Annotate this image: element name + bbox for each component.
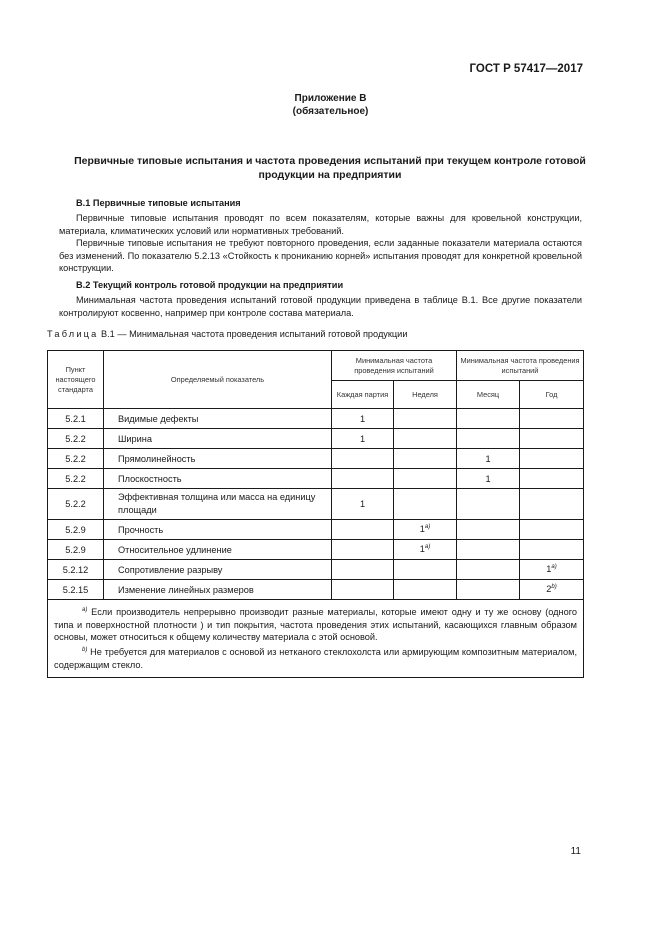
cell-name: Видимые дефекты xyxy=(104,409,332,429)
cell-name: Ширина xyxy=(104,429,332,449)
table-caption-text: В.1 — Минимальная частота проведения испытаний готовой продукции xyxy=(98,329,408,339)
header-week: Неделя xyxy=(394,381,457,409)
cell-batch: 1 xyxy=(332,409,394,429)
cell-week: 1$^{a)}$ xyxy=(394,540,457,560)
cell-batch: 1 xyxy=(332,489,394,520)
cell-batch xyxy=(332,560,394,580)
header-year: Год xyxy=(520,381,584,409)
cell-name: Изменение линейных размеров xyxy=(104,580,332,600)
cell-week xyxy=(394,560,457,580)
table-row xyxy=(48,469,584,489)
cell-item: 5.2.9 xyxy=(48,540,104,560)
cell-week xyxy=(394,580,457,600)
cell-item: 5.2.9 xyxy=(48,520,104,540)
cell-batch: 1 xyxy=(332,429,394,449)
cell-item: 5.2.2 xyxy=(48,429,104,449)
table-row xyxy=(48,429,584,449)
table-row xyxy=(48,560,584,580)
cell-year: 1$^{a)}$ xyxy=(520,560,584,580)
section-1-paragraph-2: Первичные типовые испытания не требуют повторного проведения, если заданные показатели материала остаются без изменений. По показателю 5.2.13 «Стойкость к прониканию корней» испытания проводят для конкретной кровельной конструкции. xyxy=(59,238,582,274)
appendix-heading xyxy=(0,92,661,118)
cell-year xyxy=(520,520,584,540)
cell-name: Сопротивление разрыву xyxy=(104,560,332,580)
cell-year xyxy=(520,489,584,520)
cell-item: 5.2.2 xyxy=(48,489,104,520)
cell-year xyxy=(520,409,584,429)
cell-year: 2$^{b)}$ xyxy=(520,580,584,600)
footnote-b: $^{b)}$ Не требуется для материалов с основой из нетканого стеклохолста или армирующим композитным материалом, содержащим стекло. xyxy=(54,646,577,670)
cell-month xyxy=(457,580,520,600)
table-row xyxy=(48,409,584,429)
cell-month xyxy=(457,489,520,520)
cell-month: 1 xyxy=(457,469,520,489)
table-footnotes xyxy=(48,600,584,678)
header-indicator: Определяемый показатель xyxy=(104,351,332,409)
cell-month: 1 xyxy=(457,449,520,469)
cell-name: Прочность xyxy=(104,520,332,540)
cell-week xyxy=(394,409,457,429)
table-row xyxy=(48,520,584,540)
cell-year xyxy=(520,469,584,489)
table-caption xyxy=(47,329,407,339)
cell-item: 5.2.15 xyxy=(48,580,104,600)
cell-name: Плоскостность xyxy=(104,469,332,489)
footnote-a: $^{a)}$ Если производитель непрерывно производит разные материалы, которые имеют одну и ту же основу (одного типа и поверхностной плотности ) и тип покрытия, частота проведения этих испытаний, касающихся главным образом основы, может относиться к общему количеству материала с этой основой. xyxy=(54,607,577,643)
page-number: 11 xyxy=(570,846,581,857)
header-month: Месяц xyxy=(457,381,520,409)
cell-batch xyxy=(332,520,394,540)
appendix-title: Приложение В xyxy=(294,93,367,104)
cell-batch xyxy=(332,469,394,489)
document-code: ГОСТ Р 57417—2017 xyxy=(469,63,583,75)
cell-month xyxy=(457,520,520,540)
table-row xyxy=(48,489,584,520)
section-2-paragraph-1: Минимальная частота проведения испытаний готовой продукции приведена в таблице В.1. Все другие показатели контролируют косвенно, например при контроле состава материала. xyxy=(59,295,582,318)
main-title: Первичные типовые испытания и частота проведения испытаний при текущем контроле готовой продукции на предприятии xyxy=(74,155,586,181)
cell-year xyxy=(520,449,584,469)
cell-item: 5.2.1 xyxy=(48,409,104,429)
cell-month xyxy=(457,540,520,560)
cell-month xyxy=(457,560,520,580)
frequency-table xyxy=(47,350,584,678)
cell-name: Относительное удлинение xyxy=(104,540,332,560)
header-item: Пункт настоящего стандарта xyxy=(48,351,104,409)
cell-week xyxy=(394,489,457,520)
cell-batch xyxy=(332,449,394,469)
header-group-2: Минимальная частота проведения испытаний xyxy=(457,351,584,381)
cell-name: Прямолинейность xyxy=(104,449,332,469)
cell-month xyxy=(457,429,520,449)
section-1-paragraph-1: Первичные типовые испытания проводят по всем показателям, которые важны для кровельной конструкции, материала, климатических условий или нормативных требований. xyxy=(59,213,582,236)
table-row xyxy=(48,580,584,600)
cell-item: 5.2.12 xyxy=(48,560,104,580)
section-1-heading: В.1 Первичные типовые испытания xyxy=(76,198,241,208)
cell-batch xyxy=(332,580,394,600)
cell-batch xyxy=(332,540,394,560)
table-row xyxy=(48,540,584,560)
cell-year xyxy=(520,429,584,449)
appendix-note: (обязательное) xyxy=(292,106,369,117)
header-batch: Каждая партия xyxy=(332,381,394,409)
header-group-1: Минимальная частота проведения испытаний xyxy=(332,351,457,381)
table-row xyxy=(48,449,584,469)
table-caption-label: Таблица xyxy=(47,329,99,339)
cell-name: Эффективная толщина или масса на единицу площади xyxy=(104,489,332,520)
cell-week xyxy=(394,429,457,449)
section-2-heading: В.2 Текущий контроль готовой продукции на предприятии xyxy=(76,280,344,290)
cell-item: 5.2.2 xyxy=(48,469,104,489)
cell-week: 1$^{a)}$ xyxy=(394,520,457,540)
cell-year xyxy=(520,540,584,560)
cell-week xyxy=(394,449,457,469)
table-footnotes-row xyxy=(48,600,584,678)
cell-week xyxy=(394,469,457,489)
cell-month xyxy=(457,409,520,429)
cell-item: 5.2.2 xyxy=(48,449,104,469)
